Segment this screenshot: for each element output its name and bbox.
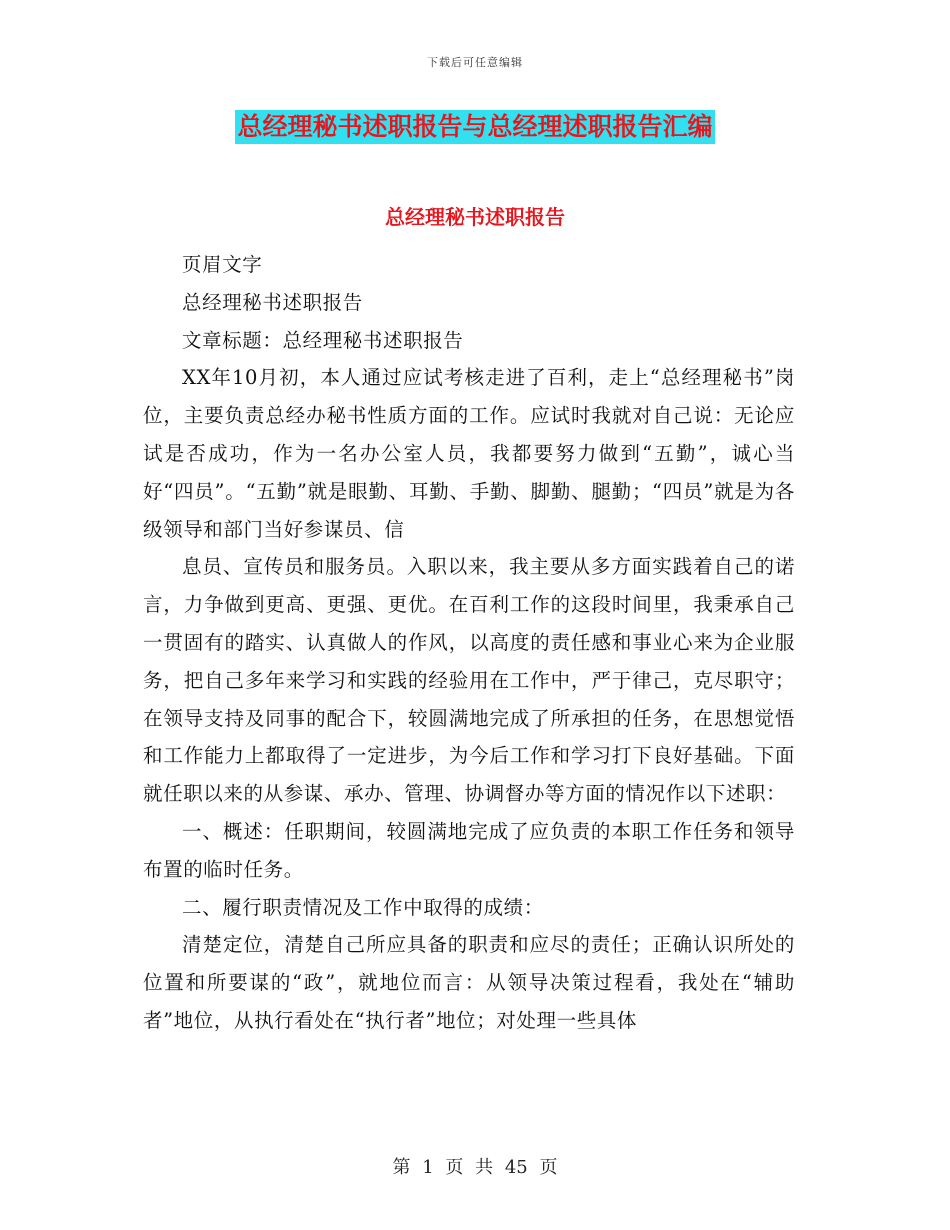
paragraph-article-title: 文章标题：总经理秘书述职报告 [182,328,464,352]
document-body [143,246,795,1040]
page-number: 第 1 页 共 45 页 [392,1157,558,1178]
main-title: 总经理秘书述职报告与总经理述职报告汇编 [235,110,714,144]
paragraph-positioning: 清楚定位，清楚自己所应具备的职责和应尽的责任；正确认识所处的位置和所要谋的“政”，就地位而言：从领导决策过程看，我处在“辅助者”地位，从执行看处在“执行者”地位；对处理一些具体 [143,933,795,1032]
paragraph-practice: 息员、宣传员和服务员。入职以来，我主要从多方面实践着自己的诺言，力争做到更高、更强、更优。在百利工作的这段时间里，我秉承自己一贯固有的踏实、认真做人的作风，以高度的责任感和事业心来为企业服务，把自己多年来学习和实践的经验用在工作中，严于律己，克尽职守；在领导支持及同事的配合下，较圆满地完成了所承担的任务，在思想觉悟和工作能力上都取得了一定进步，为今后工作和学习打下良好基础。下面就任职以来的从参谋、承办、管理、协调督办等方面的情况作以下述职： [143,555,795,806]
paragraph-header-text: 页眉文字 [182,253,263,276]
paragraph-report-name: 总经理秘书述职报告 [182,290,363,314]
paragraph-intro: XX年10月初，本人通过应试考核走进了百利，走上“总经理秘书”岗位，主要负责总经办秘书性质方面的工作。应试时我就对自己说：无论应试是否成功，作为一名办公室人员，我都要努力做到“五勤”，诚心当好“四员”。“五勤”就是眼勤、耳勤、手勤、脚勤、腿勤；“四员”就是为各级领导和部门当好参谋员、信 [143,366,795,541]
paragraph-duties-heading: 二、履行职责情况及工作中取得的成绩： [182,895,544,919]
page-header: 下载后可任意编辑 [427,56,523,69]
section-title: 总经理秘书述职报告 [385,205,565,229]
main-title-container [0,110,950,144]
paragraph-overview: 一、概述：任职期间，较圆满地完成了应负责的本职工作任务和领导布置的临时任务。 [143,819,795,881]
